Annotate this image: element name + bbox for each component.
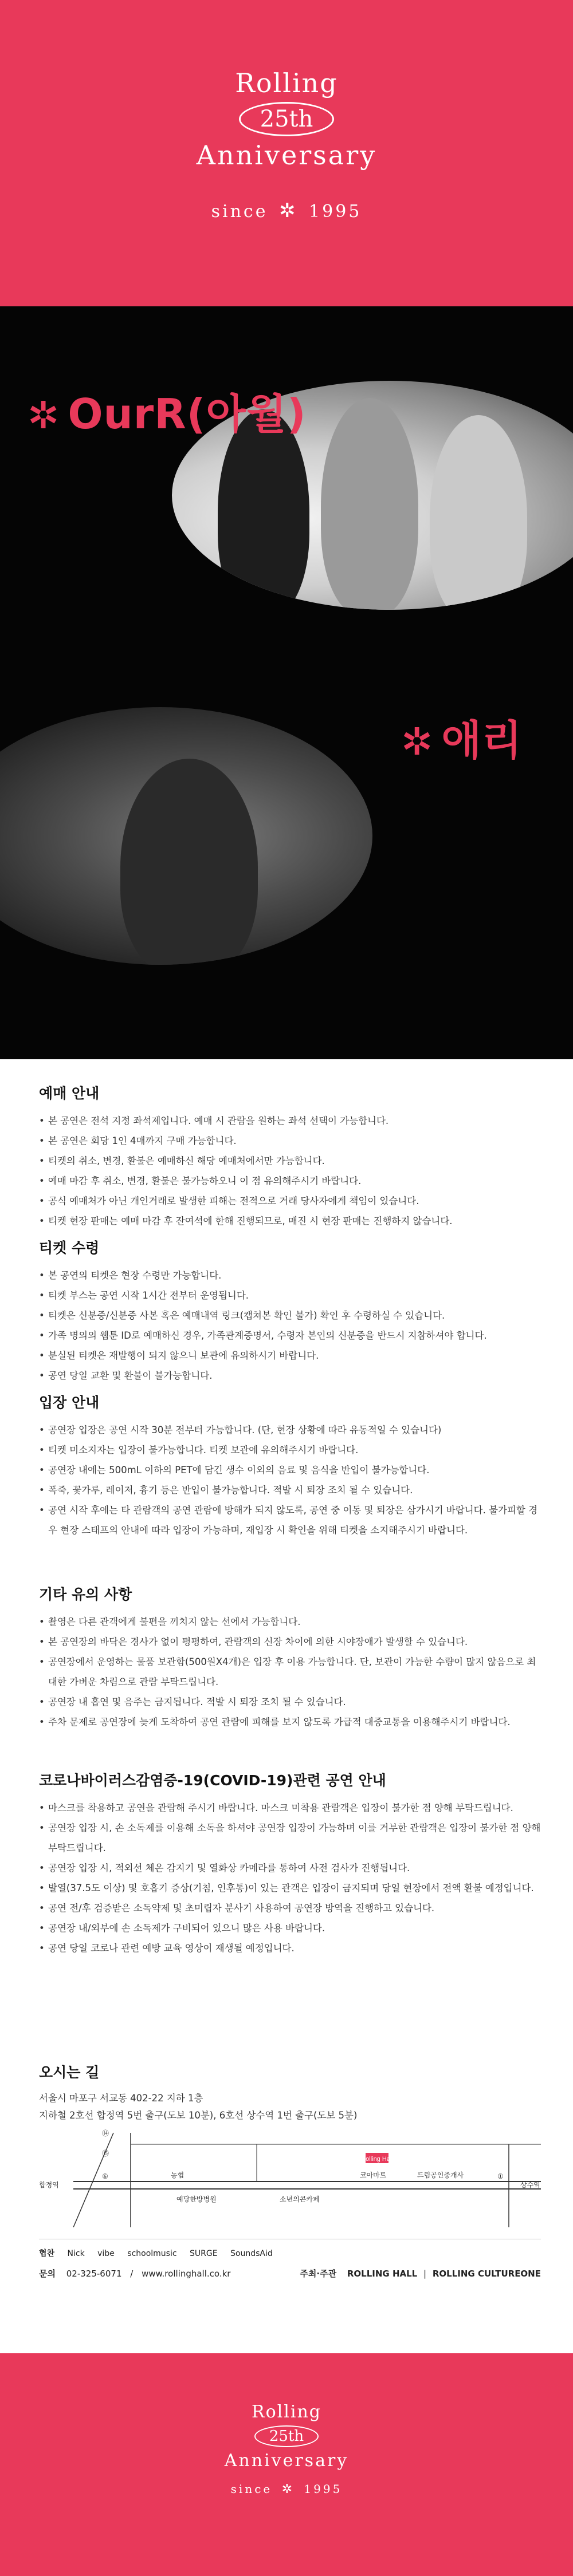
section-title: 코로나바이러스감염증-19(COVID-19)관련 공연 안내 <box>39 1772 386 1789</box>
logo-25th-badge: 25th <box>254 2425 319 2447</box>
bottom-banner <box>0 2353 573 2576</box>
aeri-silhouette <box>120 759 258 965</box>
list-item: • 공식 예매처가 아닌 개인거래로 발생한 피해는 전적으로 거래 당사자에게 책임이 있습니다. <box>39 1191 543 1211</box>
organizer-name: ROLLING HALL <box>347 2269 418 2279</box>
list-item: • 분실된 티켓은 재발행이 되지 않으니 보관에 유의하시기 바랍니다. <box>39 1346 543 1366</box>
covid-section <box>39 1769 543 1958</box>
exit-15: ⑮ <box>102 2149 109 2157</box>
sponsor-logo: Nick <box>67 2249 85 2258</box>
anniversary-logo <box>0 68 573 222</box>
list-item: • 공연 시작 후에는 타 관람객의 공연 관람에 방해가 되지 않도록, 공연 중 이동 및 퇴장은 삼가시기 바랍니다. 불가피할 경우 현장 스태프의 안내에 따라 입장이 가능하며, 재입장 시 확인을 위해 티켓을 소지해주시기 바랍니다. <box>39 1500 543 1540</box>
since-year: 1995 <box>309 202 362 222</box>
sponsor-logo: SURGE <box>190 2249 218 2258</box>
website-link[interactable]: www.rollinghall.co.kr <box>142 2269 231 2279</box>
sun-icon: ✲ <box>401 720 434 764</box>
list-item: • 티켓 부스는 공연 시작 1시간 전부터 운영됩니다. <box>39 1285 543 1305</box>
artist-title-aeri <box>401 707 522 767</box>
organizer-block: 주최·주관 ROLLING HALL | ROLLING CULTUREONE <box>300 2269 541 2279</box>
exit-14: ⑭ <box>102 2129 109 2137</box>
since-label: since <box>230 2482 273 2496</box>
since-label: since <box>211 202 268 222</box>
exit-6: ⑥ <box>102 2172 108 2180</box>
list-item: • 가족 명의의 웹툰 ID로 예매하신 경우, 가족관계증명서, 수령자 본인의 신분증을 반드시 지참하셔야 합니다. <box>39 1326 543 1346</box>
transit-info: 지하철 2호선 합정역 5번 출구(도보 10분), 6호선 상수역 1번 출구(도보 5분) <box>39 2110 358 2121</box>
since-line <box>0 199 573 222</box>
organizer-name: ROLLING CULTUREONE <box>432 2269 541 2279</box>
reservation-section <box>39 1082 543 1231</box>
artist-section <box>0 306 573 1059</box>
list-item: • 촬영은 다른 관객에게 불편을 끼치지 않는 선에서 가능합니다. <box>39 1612 543 1632</box>
phone-number[interactable]: 02-325-6071 <box>66 2269 122 2279</box>
address: 서울시 마포구 서교동 402-22 지하 1층 <box>39 2093 203 2104</box>
venue-logo: Rolling Hall <box>361 2156 393 2163</box>
member-2-silhouette <box>321 398 418 610</box>
list-item: • 폭죽, 꽃가루, 레이저, 흉기 등은 반입이 불가능합니다. 적발 시 퇴장 조치 될 수 있습니다. <box>39 1480 543 1500</box>
entry-section <box>39 1391 543 1540</box>
contact-label: 문의 <box>39 2269 56 2279</box>
sun-icon: ✲ <box>279 199 298 222</box>
since-line <box>0 2482 573 2496</box>
list-item: • 공연장 입장 시, 손 소독제를 이용해 소독을 하셔야 공연장 입장이 가능하며 이를 거부한 관람객은 입장이 불가한 점 양해 부탁드립니다. <box>39 1818 543 1858</box>
list-item: • 본 공연은 전석 지정 좌석제입니다. 예매 시 관람을 원하는 좌석 선택이 가능합니다. <box>39 1111 543 1131</box>
list-item: • 마스크를 착용하고 공연을 관람해 주시기 바랍니다. 마스크 미착용 관람객은 입장이 불가한 점 양해 부탁드립니다. <box>39 1798 543 1818</box>
aeri-photo <box>0 707 372 965</box>
etc-section <box>39 1583 543 1732</box>
list-item: • 공연장 내 흡연 및 음주는 금지됩니다. 적발 시 퇴장 조치 될 수 있습니다. <box>39 1692 543 1712</box>
sponsor-logo: vibe <box>97 2249 115 2258</box>
list-item: • 본 공연장의 바닥은 경사가 없이 평평하여, 관람객의 신장 차이에 의한 시야장애가 발생할 수 있습니다. <box>39 1632 543 1652</box>
contact-row: 문의 02-325-6071 / www.rollinghall.co.kr 주최·주관 ROLLING HALL | ROLLING CULTUREONE <box>39 2269 541 2279</box>
artist-title-ourr <box>28 381 307 440</box>
station-right: 상수역 <box>520 2181 540 2189</box>
road-label: 코아마트 <box>360 2171 387 2179</box>
list-item: • 티켓의 취소, 변경, 환불은 예매하신 해당 예매처에서만 가능합니다. <box>39 1151 543 1171</box>
list-item: • 본 공연의 티켓은 현장 수령만 가능합니다. <box>39 1265 543 1285</box>
ticket-section <box>39 1237 543 1386</box>
list-item: • 발열(37.5도 이상) 및 호흡기 증상(기침, 인후통)이 있는 관객은 입장이 금지되며 당일 현장에서 전액 환불 예정입니다. <box>39 1878 543 1898</box>
artist-name: OurR(아월) <box>68 390 307 438</box>
section-title: 기타 유의 사항 <box>39 1586 132 1603</box>
top-banner <box>0 0 573 306</box>
station-left: 합정역 <box>39 2181 59 2189</box>
anniversary-logo-footer <box>0 2402 573 2496</box>
list-item: • 티켓 미소지자는 입장이 불가능합니다. 티켓 보관에 유의해주시기 바랍니다. <box>39 1440 543 1460</box>
list-item: • 티켓 현장 판매는 예매 마감 후 잔여석에 한해 진행되므로, 매진 시 현장 판매는 진행하지 않습니다. <box>39 1211 543 1231</box>
list-item: • 본 공연은 회당 1인 4매까지 구매 가능합니다. <box>39 1131 543 1151</box>
road-label: 드림공인중개사 <box>417 2171 464 2179</box>
sponsor-row <box>39 2247 273 2259</box>
list-item: • 공연 당일 코로나 관련 예방 교육 영상이 재생될 예정입니다. <box>39 1938 543 1958</box>
logo-rolling: Rolling <box>235 68 338 98</box>
section-title: 티켓 수령 <box>39 1240 100 1256</box>
list-item: • 공연장 입장 시, 적외선 체온 감지기 및 열화상 카메라를 통하여 사전 검사가 진행됩니다. <box>39 1858 543 1878</box>
section-title: 오시는 길 <box>39 2064 100 2081</box>
since-year: 1995 <box>304 2482 343 2496</box>
logo-25th-badge: 25th <box>239 102 335 136</box>
member-3-silhouette <box>430 415 527 610</box>
exit-1: ① <box>497 2172 504 2180</box>
sun-icon: ✲ <box>281 2482 295 2496</box>
section-title: 예매 안내 <box>39 1085 100 1102</box>
road-label: 소년의콘카페 <box>280 2195 320 2203</box>
list-item: • 공연장 내에는 500mL 이하의 PET에 담긴 생수 이외의 음료 및 음식을 반입이 불가능합니다. <box>39 1460 543 1480</box>
location-map <box>39 2121 541 2227</box>
road-label: 농협 <box>171 2171 185 2179</box>
list-item: • 공연장 입장은 공연 시작 30분 전부터 가능합니다. (단, 현장 상황에 따라 유동적일 수 있습니다) <box>39 1420 543 1440</box>
list-item: • 예매 마감 후 취소, 변경, 환불은 불가능하오니 이 점 유의해주시기 바랍니다. <box>39 1171 543 1191</box>
list-item: • 공연 전/후 검증받은 소독약제 및 초미립자 분사기 사용하여 공연장 방역을 진행하고 있습니다. <box>39 1898 543 1918</box>
sun-icon: ✲ <box>28 393 60 437</box>
artist-name: 애리 <box>441 716 523 764</box>
organizer-label: 주최·주관 <box>300 2269 337 2279</box>
logo-anniversary: Anniversary <box>196 140 377 171</box>
sponsor-logo: SoundsAid <box>230 2249 273 2258</box>
section-title: 입장 안내 <box>39 1394 100 1411</box>
sponsor-logo: schoolmusic <box>127 2249 177 2258</box>
list-item: • 주차 문제로 공연장에 늦게 도착하여 공연 관람에 피해를 보지 않도록 가급적 대중교통을 이용해주시기 바랍니다. <box>39 1712 543 1732</box>
list-item: • 티켓은 신분증/신분증 사본 혹은 예매내역 링크(캡쳐본 확인 불가) 확인 후 수령하실 수 있습니다. <box>39 1305 543 1326</box>
logo-rolling: Rolling <box>252 2402 321 2422</box>
list-item: • 공연 당일 교환 및 환불이 불가능합니다. <box>39 1366 543 1386</box>
list-item: • 공연장 내/외부에 손 소독제가 구비되어 있으니 많은 사용 바랍니다. <box>39 1918 543 1938</box>
directions-section <box>39 2061 543 2124</box>
logo-anniversary: Anniversary <box>224 2451 349 2471</box>
sponsor-label: 협찬 <box>39 2249 55 2258</box>
road-label: 예당한방병원 <box>176 2195 217 2203</box>
list-item: • 공연장에서 운영하는 물품 보관함(500원X4개)은 입장 후 이용 가능합니다. 단, 보관이 가능한 수량이 많지 않음으로 최대한 가벼운 차림으로 관람 부탁드립니다. <box>39 1652 543 1692</box>
